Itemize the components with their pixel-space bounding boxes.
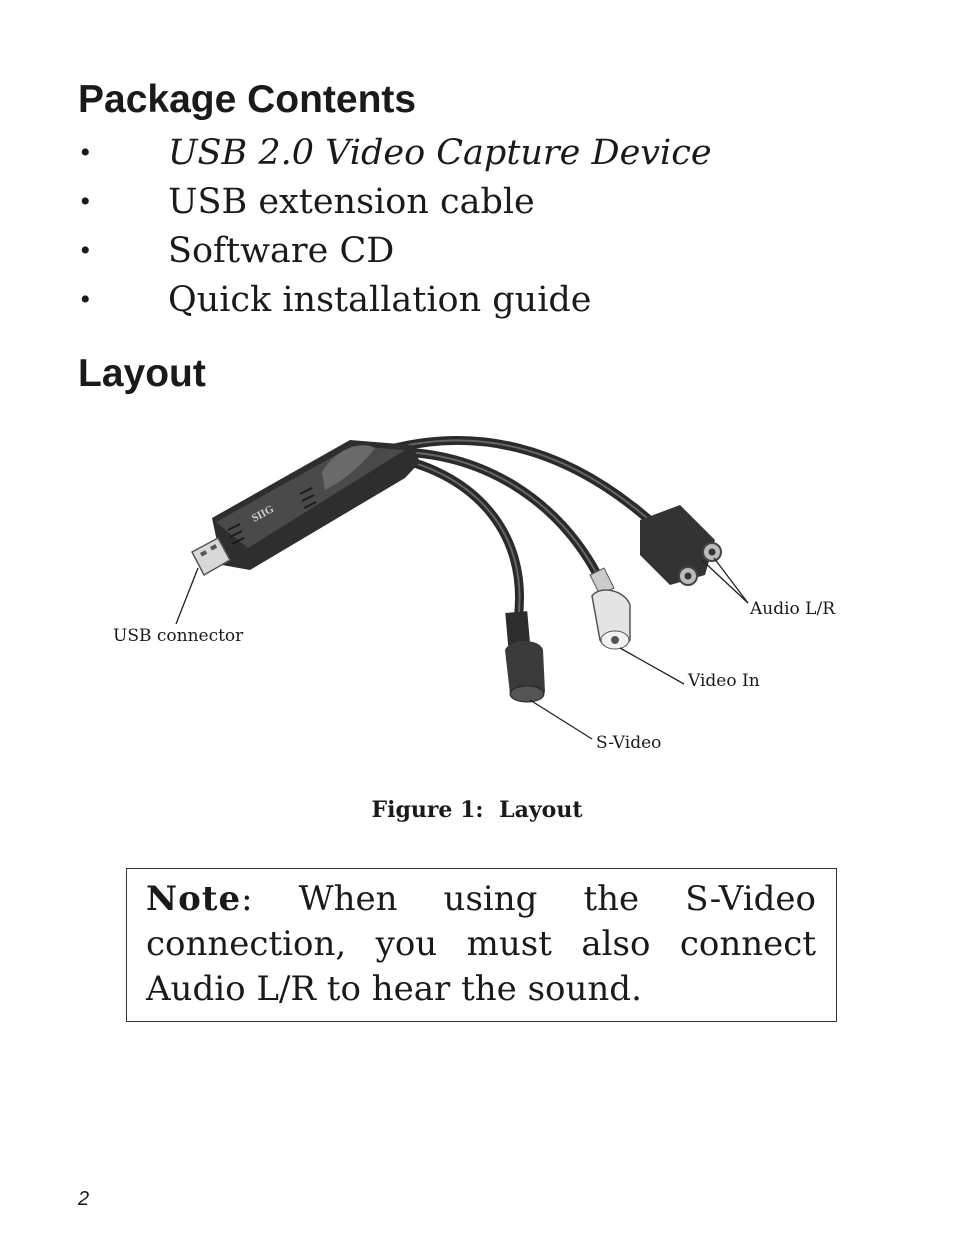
callout-audio-lr: Audio L/R: [750, 599, 835, 619]
section-heading-layout: Layout: [78, 352, 206, 395]
section-heading-package-contents: Package Contents: [78, 78, 417, 121]
capture-device-body: [212, 440, 420, 570]
package-contents-list: [80, 128, 712, 324]
list-item: [80, 177, 712, 226]
figure-caption-title: Layout: [499, 797, 583, 823]
callout-video-in: Video In: [688, 671, 760, 691]
note-body: : When using the S-Video connection, you must also connect Audio L/R to hear the sound.: [146, 879, 816, 1009]
figure-caption-label: Figure 1:: [371, 797, 484, 823]
list-item-label: Software CD: [168, 230, 395, 271]
note-text: [146, 877, 816, 1012]
note-label: Note: [146, 879, 242, 919]
list-item-label: Quick installation guide: [168, 279, 592, 320]
bullet-marker: •: [80, 184, 91, 218]
bullet-marker: •: [80, 135, 91, 169]
callout-s-video: S-Video: [596, 733, 662, 753]
figure-caption: [0, 797, 954, 823]
callout-usb-connector: USB connector: [113, 626, 244, 646]
device-illustration: [100, 420, 860, 770]
bullet-marker: •: [80, 282, 91, 316]
video-in-connector: [590, 568, 630, 649]
list-item-label: USB 2.0 Video Capture Device: [168, 132, 712, 173]
siig-logo: SIIG: [249, 503, 276, 525]
list-item: [80, 226, 712, 275]
list-item: [80, 128, 712, 177]
s-video-connector: [505, 611, 545, 702]
audio-lr-connector: [640, 505, 721, 585]
list-item-label: USB extension cable: [168, 181, 535, 222]
note-box: [126, 868, 837, 1022]
list-item: [80, 275, 712, 324]
bullet-marker: •: [80, 233, 91, 267]
page-number: 2: [78, 1188, 90, 1210]
